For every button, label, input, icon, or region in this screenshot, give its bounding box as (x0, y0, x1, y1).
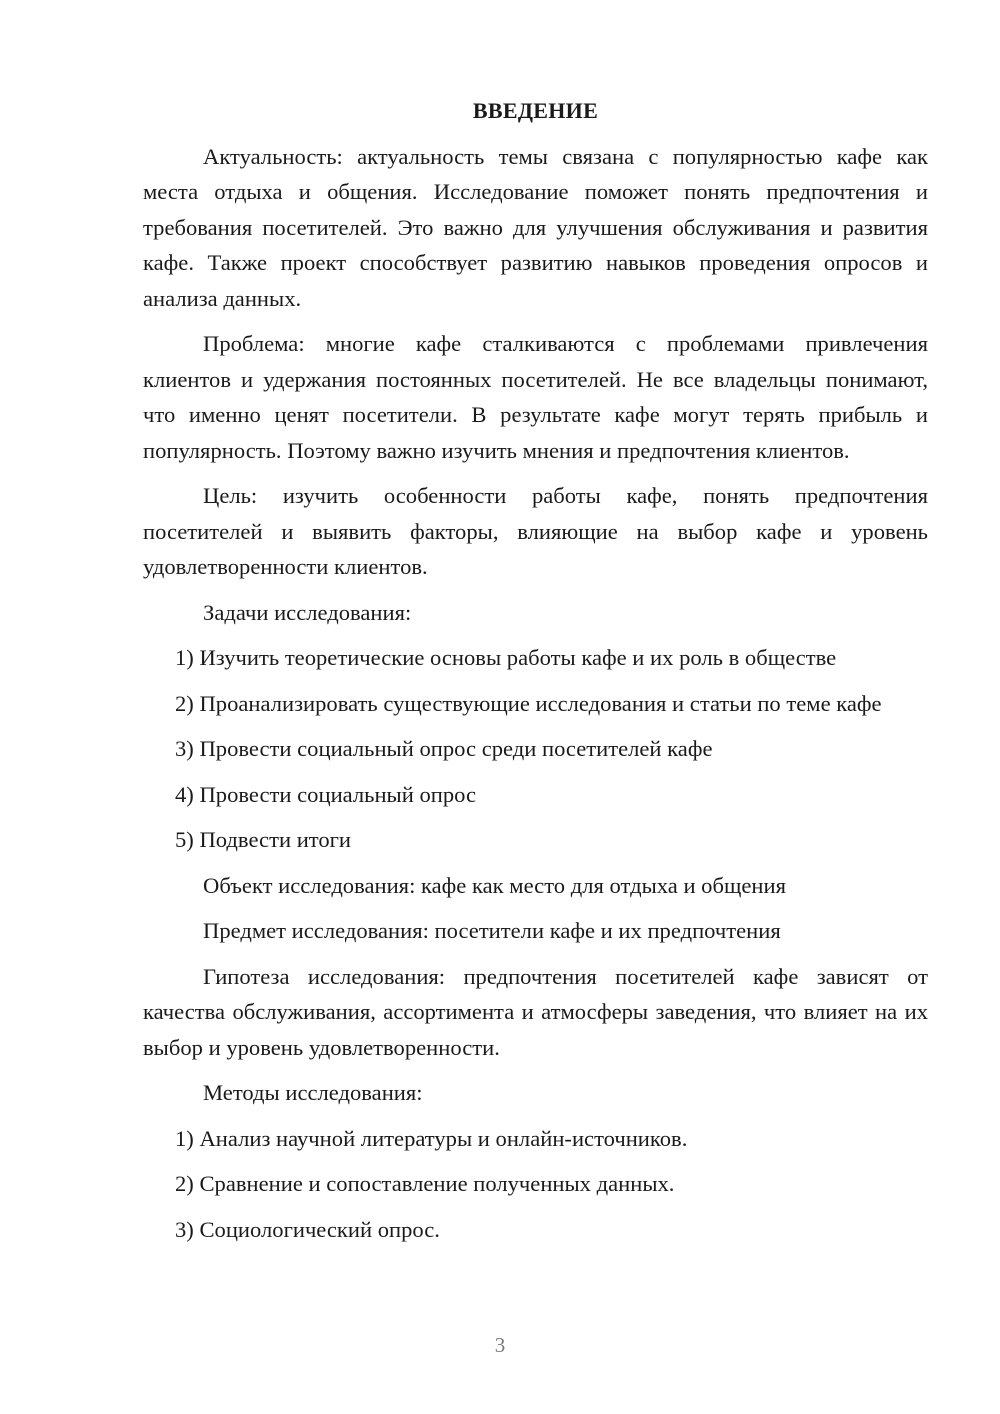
page-title: ВВЕДЕНИЕ (472, 98, 599, 123)
method-item-1: 1) Анализ научной литературы и онлайн-источников. (175, 1125, 688, 1151)
problem-paragraph: Проблема: многие кафе сталкиваются с проблемами привлечения клиентов и удержания постоянных посетителей. Не все владельцы понимают, что именно ценят посетители. В результате кафе могут терять прибыль и популярность. Поэтому важно изучить мнения и предпочтения клиентов. (143, 331, 928, 463)
task-item-3: 3) Провести социальный опрос среди посетителей кафе (175, 736, 713, 761)
method-item-3: 3) Социологический опрос. (175, 1216, 440, 1242)
method-item-2: 2) Сравнение и сопоставление полученных данных. (175, 1171, 675, 1196)
methods-heading: Методы исследования: (203, 1080, 423, 1105)
task-item-1: 1) Изучить теоретические основы работы кафе и их роль в обществе (175, 645, 837, 670)
task-item-2: 2) Проанализировать существующие исследования и статьи по теме кафе (175, 690, 882, 716)
document-page (143, 93, 928, 1257)
goal-paragraph: Цель: изучить особенности работы кафе, понять предпочтения посетителей и выявить факторы, влияющие на выбор кафе и уровень удовлетворенности клиентов. (143, 483, 928, 579)
relevance-paragraph: Актуальность: актуальность темы связана с популярностью кафе как места отдыха и общения. Исследование поможет понять предпочтения и требования посетителей. Это важно для улучшения обслуживания и развития кафе. Также проект способствует развитию навыков проведения опросов и анализа данных. (143, 143, 928, 311)
object-line: Объект исследования: кафе как место для отдыха и общения (203, 872, 786, 898)
hypothesis-paragraph: Гипотеза исследования: предпочтения посетителей кафе зависят от качества обслуживания, ассортимента и атмосферы заведения, что влияет на их выбор и уровень удовлетворенности. (143, 963, 928, 1060)
task-item-4: 4) Провести социальный опрос (175, 781, 477, 807)
tasks-heading: Задачи исследования: (203, 599, 412, 625)
subject-line: Предмет исследования: посетители кафе и их предпочтения (203, 918, 781, 943)
task-item-5: 5) Подвести итоги (175, 827, 352, 852)
page-number: 3 (494, 1333, 506, 1357)
